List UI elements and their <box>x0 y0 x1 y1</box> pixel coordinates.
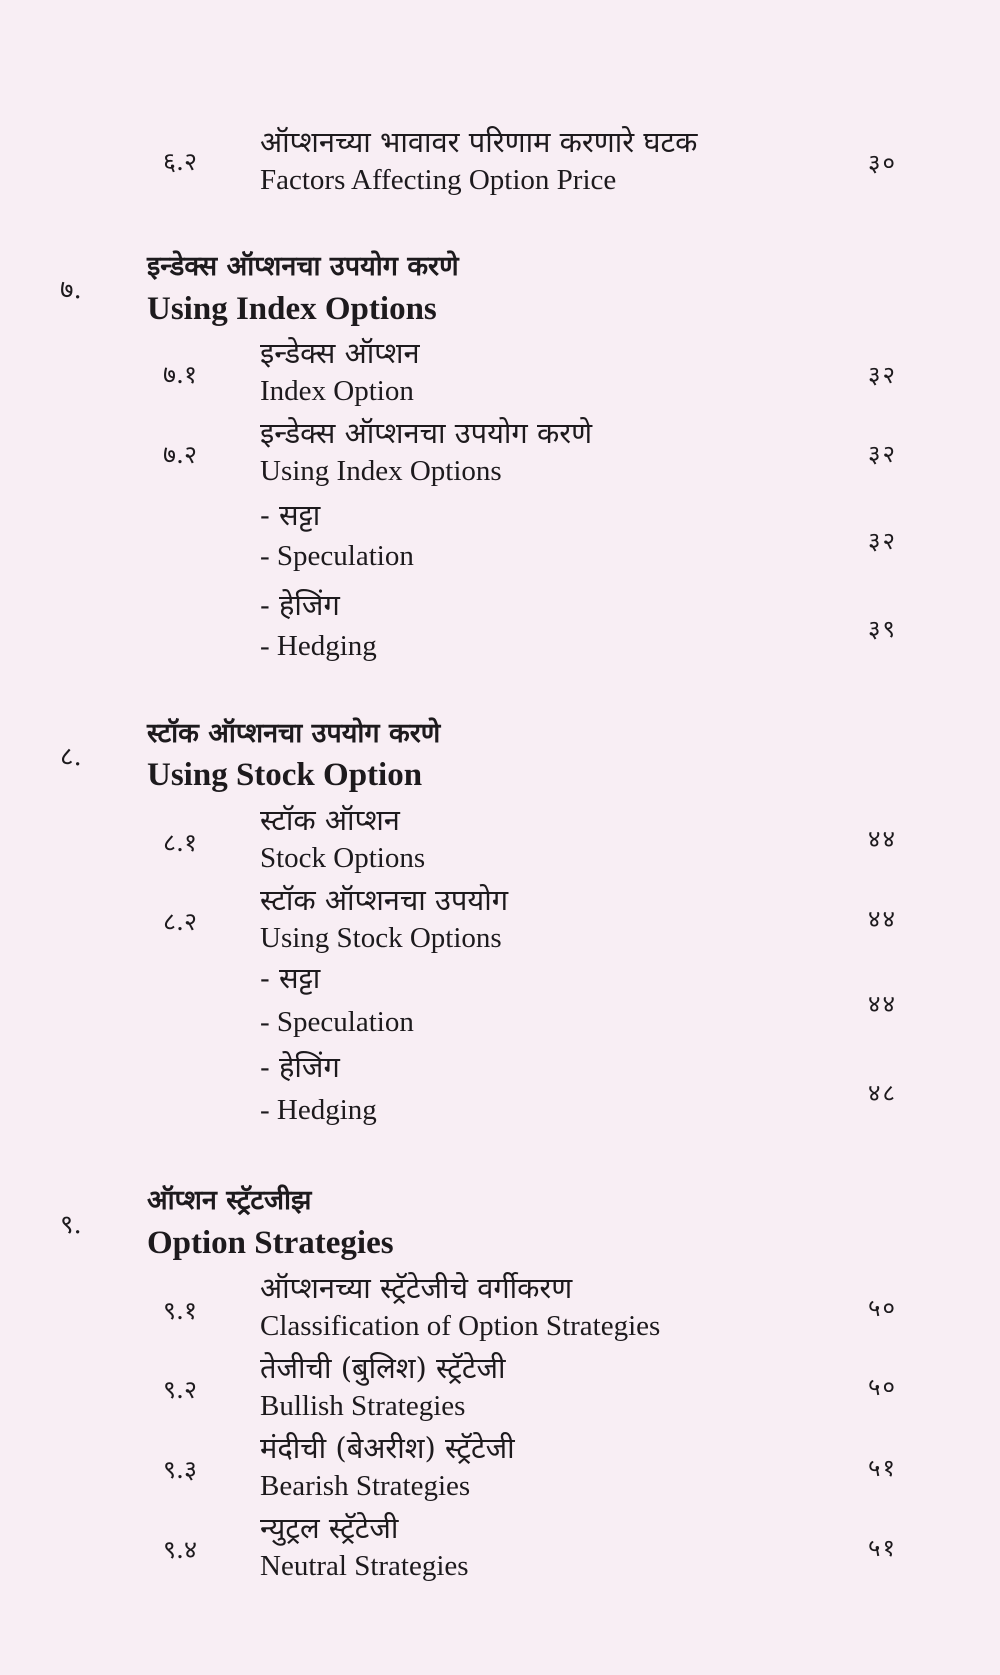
section-title-english: Index Option <box>260 375 414 407</box>
sub-item-english: - Hedging <box>260 1094 377 1126</box>
page-number: ५१ <box>868 1454 897 1482</box>
page-number: ४८ <box>868 1079 897 1107</box>
section-title-marathi: ऑप्शनच्या भावावर परिणाम करणारे घटक <box>260 125 698 159</box>
page-number: ५१ <box>868 1534 897 1562</box>
section-title-english: Using Index Options <box>260 455 502 487</box>
section-number: ८.१ <box>163 828 197 857</box>
chapter-number: ९. <box>60 1210 82 1240</box>
chapter-title-english: Using Stock Option <box>147 757 423 793</box>
chapter-title-marathi: इन्डेक्स ऑप्शनचा उपयोग करणे <box>147 251 459 282</box>
section-title-english: Classification of Option Strategies <box>260 1310 661 1342</box>
sub-item-english: - Speculation <box>260 540 414 572</box>
sub-item-marathi: - सट्टा <box>260 498 321 532</box>
section-title-marathi: न्युट्रल स्ट्रॅटेजी <box>260 1511 399 1545</box>
sub-item-marathi: - हेजिंग <box>260 1050 340 1084</box>
section-title-marathi: इन्डेक्स ऑप्शन <box>260 336 420 370</box>
chapter-number: ८. <box>60 742 82 772</box>
page-number: ४४ <box>868 825 897 853</box>
chapter-title-english: Option Strategies <box>147 1225 394 1261</box>
section-title-marathi: स्टॉक ऑप्शन <box>260 803 400 837</box>
section-title-english: Neutral Strategies <box>260 1550 469 1582</box>
section-number: ८.२ <box>163 907 197 936</box>
section-title-marathi: तेजीची (बुलिश) स्ट्रॅटेजी <box>260 1351 506 1385</box>
page-number: ३० <box>868 149 897 177</box>
page-number: ५० <box>868 1373 897 1401</box>
section-number: ६.२ <box>163 147 197 176</box>
chapter-title-english: Using Index Options <box>147 291 437 327</box>
sub-item-marathi: - सट्टा <box>260 961 321 995</box>
chapter-title-marathi: ऑप्शन स्ट्रॅटजीझ <box>147 1185 312 1216</box>
section-title-english: Bullish Strategies <box>260 1390 466 1422</box>
sub-item-english: - Speculation <box>260 1006 414 1038</box>
section-number: ९.३ <box>163 1455 197 1484</box>
page-number: ३२ <box>868 361 897 389</box>
section-title-marathi: मंदीची (बेअरीश) स्ट्रॅटेजी <box>260 1431 515 1465</box>
page-number: ५० <box>868 1294 897 1322</box>
section-title-english: Bearish Strategies <box>260 1470 471 1502</box>
section-number: ९.२ <box>163 1375 197 1404</box>
section-title-english: Factors Affecting Option Price <box>260 164 617 196</box>
section-number: ७.२ <box>163 440 197 469</box>
page-number: ४४ <box>868 990 897 1018</box>
sub-item-english: - Hedging <box>260 630 377 662</box>
section-title-marathi: स्टॉक ऑप्शनचा उपयोग <box>260 883 509 917</box>
sub-item-marathi: - हेजिंग <box>260 588 340 622</box>
chapter-number: ७. <box>60 275 82 305</box>
section-title-english: Using Stock Options <box>260 922 502 954</box>
page-number: ३२ <box>868 440 897 468</box>
page-number: ३२ <box>868 527 897 555</box>
section-number: ९.४ <box>163 1535 197 1564</box>
section-number: ९.१ <box>163 1296 197 1325</box>
page-number: ४४ <box>868 905 897 933</box>
section-title-english: Stock Options <box>260 842 426 874</box>
page-number: ३९ <box>868 615 897 643</box>
section-number: ७.१ <box>163 360 197 389</box>
section-title-marathi: इन्डेक्स ऑप्शनचा उपयोग करणे <box>260 416 593 450</box>
section-title-marathi: ऑप्शनच्या स्ट्रॅटेजीचे वर्गीकरण <box>260 1271 573 1305</box>
chapter-title-marathi: स्टॉक ऑप्शनचा उपयोग करणे <box>147 718 441 749</box>
